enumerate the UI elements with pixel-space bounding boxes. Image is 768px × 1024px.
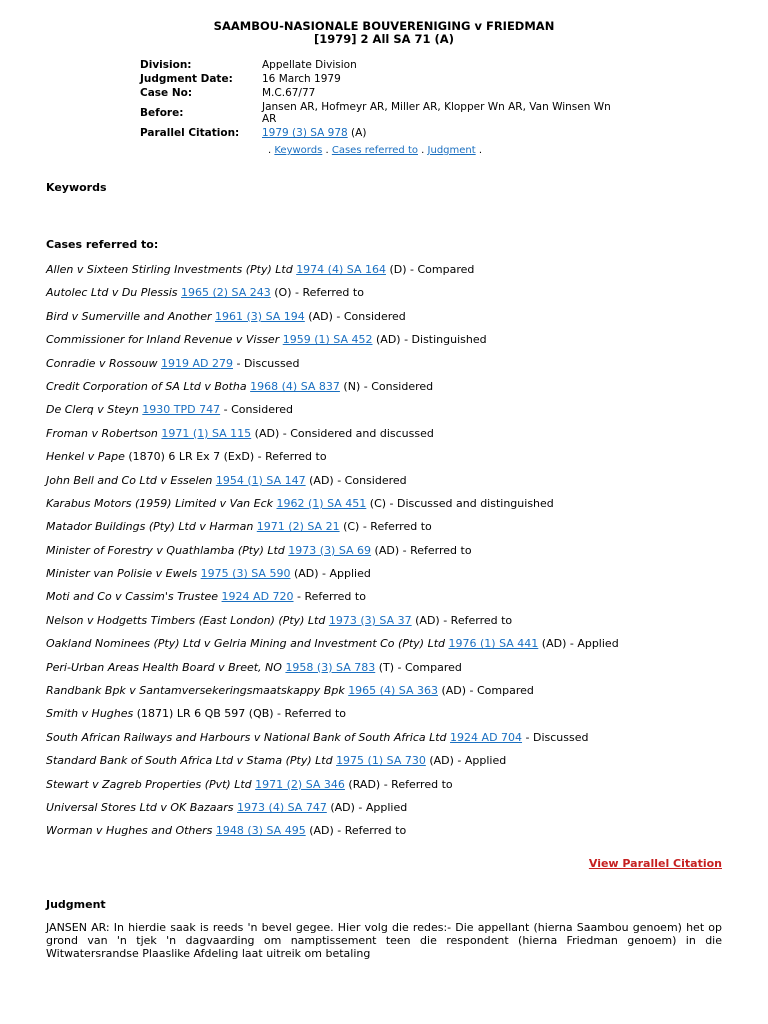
case-metadata (140, 58, 640, 140)
case-citation-link[interactable]: 1930 TPD 747 (142, 403, 221, 417)
keywords-heading: Keywords (46, 181, 107, 194)
cases-list (46, 262, 746, 847)
case-treatment: (O) - Referred to (270, 286, 364, 300)
case-treatment: (AD) - Referred to (411, 613, 513, 627)
case-name: John Bell and Co Ltd v Esselen (46, 473, 213, 487)
case-citation-link[interactable]: 1948 (3) SA 495 (215, 824, 306, 838)
case-citation-link[interactable]: 1975 (3) SA 590 (200, 567, 291, 581)
case-treatment: (AD) - Considered and discussed (251, 426, 434, 440)
case-item (46, 800, 746, 823)
case-citation-link[interactable]: 1971 (2) SA 346 (255, 777, 345, 791)
case-citation-link[interactable]: 1961 (3) SA 194 (215, 309, 305, 323)
case-name: Bird v Sumerville and Another (46, 309, 212, 323)
case-citation-link[interactable]: 1968 (4) SA 837 (250, 379, 340, 393)
case-item (46, 309, 746, 332)
case-item (46, 706, 746, 729)
case-item (46, 566, 746, 589)
case-item (46, 285, 746, 308)
case-name: Minister of Forestry v Quathlamba (Pty) Ltd (46, 543, 285, 557)
meta-row-before (140, 100, 640, 126)
case-treatment: (AD) - Considered (305, 473, 407, 487)
case-citation-link[interactable]: 1954 (1) SA 147 (215, 473, 306, 487)
case-name: Karabus Motors (1959) Limited v Van Eck (46, 496, 274, 510)
case-citation-link[interactable]: 1973 (3) SA 37 (328, 613, 412, 627)
case-name: Henkel v Pape (46, 450, 125, 464)
case-item (46, 660, 746, 683)
view-parallel-citation-link[interactable]: View Parallel Citation (588, 857, 722, 870)
judgment-heading: Judgment (46, 898, 106, 911)
case-citation-link[interactable]: 1971 (1) SA 115 (161, 426, 252, 440)
case-citation-link[interactable]: 1971 (2) SA 21 (256, 520, 340, 534)
case-name: Standard Bank of South Africa Ltd v Stama (Pty) Ltd (46, 754, 333, 768)
case-item (46, 402, 746, 425)
case-name: Allen v Sixteen Stirling Investments (Pty) Ltd (46, 263, 293, 276)
nav-cases-link[interactable]: Cases referred to (331, 145, 418, 156)
case-item (46, 519, 746, 542)
case-treatment: (AD) - Referred to (371, 543, 472, 557)
before-value: Jansen AR, Hofmeyr AR, Miller AR, Klopper Wn AR, Van Winsen Wn AR (262, 101, 611, 125)
case-treatment: (AD) - Referred to (305, 824, 407, 838)
case-citation-link[interactable]: 1976 (1) SA 441 (448, 637, 539, 651)
case-citation-link[interactable]: 1924 AD 720 (221, 590, 294, 604)
division-label: Division: (140, 59, 192, 71)
case-name: Minister van Polisie v Ewels (46, 567, 198, 581)
case-name: Worman v Hughes and Others (46, 824, 213, 838)
parallel-citation-suffix: (A) (351, 127, 367, 139)
case-name: Moti and Co v Cassim's Trustee (46, 590, 219, 604)
case-name: South African Railways and Harbours v National Bank of South Africa Ltd (46, 730, 447, 744)
parallel-citation-value (262, 127, 622, 139)
case-name: Autolec Ltd v Du Plessis (46, 286, 178, 300)
case-name: Conradie v Rossouw (46, 356, 158, 370)
case-treatment: (C) - Referred to (339, 520, 432, 534)
case-treatment: (RAD) - Referred to (344, 777, 453, 791)
case-treatment: (N) - Considered (339, 379, 434, 393)
case-item (46, 683, 746, 706)
case-treatment: (AD) - Considered (304, 309, 406, 323)
case-citation-text: (1870) 6 LR Ex 7 (ExD) - Referred to (124, 450, 327, 464)
case-item (46, 356, 746, 379)
case-citation-link[interactable]: 1974 (4) SA 164 (296, 263, 386, 276)
nav-keywords-link[interactable]: Keywords (274, 145, 323, 156)
case-name: Matador Buildings (Pty) Ltd v Harman (46, 520, 254, 534)
case-citation-link[interactable]: 1959 (1) SA 452 (282, 333, 373, 347)
case-citation-link[interactable]: 1962 (1) SA 451 (276, 496, 367, 510)
case-citation: [1979] 2 All SA 71 (A) (314, 32, 454, 46)
case-item (46, 496, 746, 519)
case-item (46, 777, 746, 800)
case-item (46, 730, 746, 753)
case-citation-link[interactable]: 1973 (3) SA 69 (288, 543, 372, 557)
case-name: Credit Corporation of SA Ltd v Botha (46, 379, 247, 393)
case-treatment: (AD) - Applied (290, 567, 371, 581)
division-value: Appellate Division (262, 59, 357, 71)
case-treatment: (AD) - Applied (326, 800, 408, 814)
case-treatment: (AD) - Distinguished (372, 333, 487, 347)
case-citation-link[interactable]: 1924 AD 704 (450, 730, 523, 744)
case-title: SAAMBOU-NASIONALE BOUVERENIGING v FRIEDMAN (213, 19, 555, 33)
case-item (46, 449, 746, 472)
cases-heading: Cases referred to: (46, 238, 159, 251)
case-treatment: (C) - Discussed and distinguished (366, 496, 554, 510)
case-citation-link[interactable]: 1919 AD 279 (161, 356, 233, 370)
judgment-date-value: 16 March 1979 (262, 73, 341, 85)
case-citation-link[interactable]: 1958 (3) SA 783 (285, 660, 376, 674)
section-nav: . Keywords . Cases referred to . Judgment . (268, 145, 483, 156)
parallel-citation-link[interactable]: 1979 (3) SA 978 (262, 127, 348, 139)
case-item (46, 636, 746, 659)
meta-row-case-no (140, 86, 640, 100)
case-treatment: (D) - Compared (385, 263, 475, 276)
case-name: Froman v Robertson (46, 426, 158, 440)
case-name: Commissioner for Inland Revenue v Visser (46, 333, 280, 347)
meta-row-date (140, 72, 640, 86)
case-citation-link[interactable]: 1973 (4) SA 747 (237, 800, 327, 814)
case-item (46, 823, 746, 846)
case-treatment: (T) - Compared (375, 660, 462, 674)
case-treatment: - Considered (220, 403, 294, 417)
case-name: Peri-Urban Areas Health Board v Breet, NO (46, 660, 282, 674)
judgment-body: JANSEN AR: In hierdie saak is reeds 'n bevel gegee. Hier volg die redes:- Die appellant (hierna Saambou genoem) het op grond van 'n tjek 'n dagvaarding om namptissement teen die respondent (hierna Friedman genoem) in die Witwatersrandse Plaaslike Afdeling laat uitreik om betaling (46, 921, 722, 960)
judgment-date-label: Judgment Date: (140, 73, 233, 85)
case-no-value: M.C.67/77 (262, 87, 316, 99)
meta-row-division (140, 58, 640, 72)
case-item (46, 753, 746, 776)
case-item (46, 332, 746, 355)
case-item (46, 543, 746, 566)
case-item (46, 262, 746, 285)
case-citation-link[interactable]: 1965 (4) SA 363 (348, 684, 438, 698)
meta-row-parallel (140, 126, 640, 140)
parallel-citation-label: Parallel Citation: (140, 127, 240, 139)
case-name: Stewart v Zagreb Properties (Pvt) Ltd (46, 777, 252, 791)
case-citation-link[interactable]: 1965 (2) SA 243 (180, 286, 271, 300)
case-treatment: - Discussed (522, 730, 589, 744)
nav-judgment-link[interactable]: Judgment (427, 145, 476, 156)
case-treatment: (AD) - Applied (538, 637, 619, 651)
case-treatment: (AD) - Applied (425, 754, 507, 768)
case-item (46, 426, 746, 449)
case-name: Oakland Nominees (Pty) Ltd v Gelria Mining and Investment Co (Pty) Ltd (46, 637, 445, 651)
case-item (46, 589, 746, 612)
case-treatment: - Discussed (232, 356, 300, 370)
before-label: Before: (140, 107, 184, 119)
case-item (46, 473, 746, 496)
case-no-label: Case No: (140, 87, 193, 99)
case-name: Smith v Hughes (46, 707, 134, 721)
case-treatment: (AD) - Compared (437, 684, 534, 698)
case-item (46, 379, 746, 402)
case-name: De Clerq v Steyn (46, 403, 139, 417)
case-citation-text: (1871) LR 6 QB 597 (QB) - Referred to (133, 707, 346, 721)
case-treatment: - Referred to (293, 590, 366, 604)
case-item (46, 613, 746, 636)
case-name: Universal Stores Ltd v OK Bazaars (46, 800, 234, 814)
case-name: Nelson v Hodgetts Timbers (East London) (Pty) Ltd (46, 613, 326, 627)
case-name: Randbank Bpk v Santamversekeringsmaatskappy Bpk (46, 684, 345, 698)
case-citation-link[interactable]: 1975 (1) SA 730 (336, 754, 426, 768)
